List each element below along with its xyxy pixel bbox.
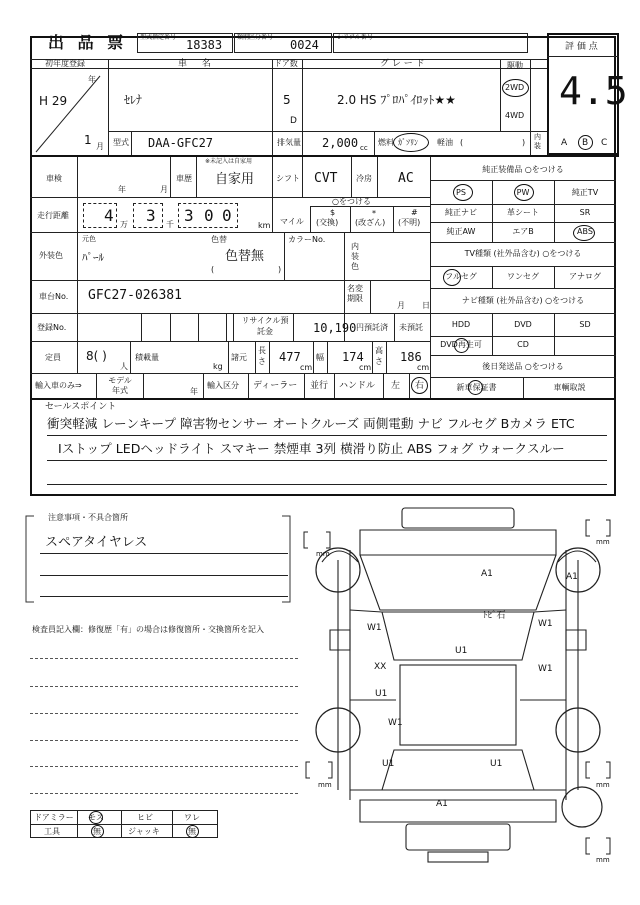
damage-mark: A1	[481, 569, 493, 579]
model-year-unit: 年	[190, 387, 198, 396]
grade-value: 2.0 HS ﾌﾟﾛﾊﾟｲﾛｯﾄ★★	[337, 93, 456, 107]
navi-dvd-playback: DVD再生可	[440, 340, 482, 349]
notes-label: 注意事項・不具合箇所	[48, 513, 128, 522]
damage-mark: U1	[490, 759, 503, 769]
shaken-month-unit: 月	[160, 185, 168, 194]
fuel-light-oil: 軽油	[437, 138, 453, 147]
history-value: 自家用	[215, 172, 255, 187]
mm-label-5: mm	[596, 856, 610, 864]
fuel-paren-left: (	[460, 138, 464, 147]
import-class-label: 輸入区分	[207, 381, 239, 390]
tv-oneseg: ワンセグ	[507, 272, 539, 281]
height-label: 高さ	[375, 346, 383, 366]
load-unit: kg	[213, 362, 223, 371]
cooling-label: 冷房	[356, 174, 372, 183]
interior-color-label: 内装色	[351, 242, 359, 271]
shaken-label: 車検	[46, 174, 62, 183]
navi-hdd: HDD	[451, 320, 471, 329]
mirror-label: ドアミラー	[34, 813, 74, 822]
repaint-label: 色替	[211, 235, 227, 244]
mileage-man-unit: 万	[120, 220, 128, 229]
type-number-value: 18383	[186, 38, 223, 52]
mm-label-4: mm	[596, 781, 610, 789]
original-color-label: 元色	[82, 235, 96, 243]
name-change-label: 名変期限	[347, 284, 363, 303]
notes-line-1: スペアタイヤレス	[45, 535, 148, 550]
height-value: 186	[400, 350, 422, 364]
displacement-label: 排気量	[277, 138, 301, 147]
mileage-digit-1: 4	[104, 206, 114, 225]
sales-points-line-2: Iストップ LEDヘッドライト スマキー 禁煙車 3列 横滑り防止 ABS フォグ ウォークスルー	[58, 441, 565, 456]
mileage-digit-3: 3	[184, 206, 194, 225]
interior-c: C	[601, 138, 608, 148]
sales-points-line-1: 衝突軽減 レーンキープ 障害物センサー オートクルーズ 両側電動 ナビ フルセグ Bカメラ ETC	[47, 416, 575, 431]
odometer-unknown: (不明)	[398, 218, 421, 227]
damage-mark: W1	[367, 623, 382, 633]
damage-mark: W1	[538, 664, 553, 674]
tool-label: 工具	[44, 827, 60, 836]
tv-fullseg: フルセグ	[445, 272, 477, 281]
sales-points-label: セールスポイント	[45, 402, 117, 412]
inspector-label: 検査員記入欄：修復歴「有」の場合は修復箇所・交換箇所を記入	[32, 625, 264, 634]
odometer-tamper: (改ざん)	[355, 218, 386, 227]
model-year-label: モデル年式	[108, 376, 132, 395]
navi-dvd: DVD	[514, 320, 532, 329]
break-label: ワレ	[184, 813, 200, 822]
mileage-label: 走行距離	[37, 211, 69, 220]
door-type: D	[290, 116, 297, 126]
car-name-value: ｾﾚﾅ	[124, 93, 143, 107]
damage-mark: U1	[455, 646, 468, 656]
length-value: 477	[279, 350, 301, 364]
capacity-label: 定員	[45, 353, 61, 362]
history-label: 車歴	[176, 174, 192, 183]
genuine-equipment-head: 純正装備品 ○をつける	[482, 165, 564, 174]
model-label: 型式	[113, 138, 129, 147]
original-color-value: ﾊﾟｰﾙ	[82, 251, 104, 264]
equip-pw: PW	[516, 188, 530, 197]
score-value: 4.5	[559, 69, 628, 113]
dimensions-label: 諸元	[231, 353, 247, 362]
import-label: 輸入車のみ⇒	[35, 381, 82, 390]
later-warranty: 新車保証書	[456, 383, 497, 392]
model-value: DAA-GFC27	[148, 136, 214, 150]
width-value: 174	[342, 350, 364, 364]
equip-airbag: エアB	[512, 227, 534, 236]
color-number-label: カラーNo.	[288, 235, 326, 244]
damage-mark: U1	[375, 689, 388, 699]
category-number-label: 類別区分番号	[237, 34, 274, 41]
repaint-value: 色替無	[225, 249, 265, 264]
navi-sd: SD	[579, 320, 591, 329]
odometer-exchange: (交換)	[316, 218, 339, 227]
fuel-label: 燃料	[378, 138, 394, 147]
mm-label-2: mm	[596, 538, 610, 546]
odometer-dollar: $	[330, 208, 336, 217]
mileage-digit-4: 0	[204, 206, 214, 225]
grade-label: グ レ ー ド	[380, 59, 425, 69]
history-note: ※未記入は自家用	[205, 158, 253, 165]
type-number-label: 型式指定番号	[140, 34, 177, 41]
displacement-unit: cc	[360, 144, 368, 152]
recycle-label: リサイクル預託金	[241, 316, 289, 336]
tv-type-head: TV種類 (社外品含む) ○をつける	[464, 249, 582, 258]
name-change-day: 日	[422, 301, 430, 310]
cooling-value: AC	[398, 171, 414, 186]
mileage-digit-2: 3	[146, 206, 156, 225]
name-change-month: 月	[397, 301, 405, 310]
equip-genuine-aw: 純正AW	[446, 227, 476, 236]
tv-analog: アナログ	[569, 272, 601, 281]
shift-value: CVT	[314, 171, 338, 186]
first-reg-month: 1	[84, 133, 92, 147]
damage-mark: U1	[382, 759, 395, 769]
mileage-km-unit: km	[258, 221, 271, 230]
length-unit: cm	[300, 363, 313, 372]
odometer-hash: #	[411, 208, 418, 217]
category-number-value: 0024	[290, 38, 319, 52]
drive-label: 駆動	[507, 61, 523, 70]
drive-2wd: 2WD	[505, 83, 525, 92]
fuel-gasoline: ｶﾞｿﾘﾝ	[398, 138, 418, 147]
registration-label: 登録No.	[37, 323, 67, 332]
recycle-not-deposited: 未預託	[399, 323, 423, 332]
car-name-label: 車 名	[178, 59, 217, 69]
chassis-value: GFC27-026381	[88, 288, 182, 303]
handle-label: ハンドル	[339, 381, 376, 391]
load-label: 積載量	[135, 353, 159, 362]
damage-mark: XX	[374, 662, 387, 672]
fuel-paren-right: )	[522, 138, 526, 147]
first-reg-label: 初年度登録	[45, 59, 85, 68]
shaken-year-unit: 年	[118, 185, 126, 194]
length-label: 長さ	[258, 346, 266, 366]
mm-label-1: mm	[316, 550, 330, 558]
damage-mark: W1	[538, 619, 553, 629]
damage-mark: ﾄﾋﾞ石	[483, 611, 506, 621]
mm-label-3: mm	[318, 781, 332, 789]
drive-4wd: 4WD	[505, 111, 525, 120]
damage-mark: A1	[436, 799, 448, 809]
height-unit: cm	[417, 363, 430, 372]
recycle-deposited: 円預託済	[356, 323, 388, 332]
interior-b: B	[582, 138, 589, 148]
navi-type-head: ナビ種類 (社外品含む) ○をつける	[461, 296, 585, 305]
displacement-value: 2,000	[322, 136, 359, 150]
form-title: 出 品 票	[48, 33, 128, 52]
serial-number-label: シリアル番号	[337, 34, 373, 41]
odometer-star: *	[372, 209, 376, 218]
handle-right: 右	[415, 381, 425, 391]
import-dealer: ディーラー	[253, 381, 298, 391]
interior-label: 内装	[534, 133, 541, 150]
mirror-value: モス	[88, 813, 104, 822]
equip-abs: ABS	[577, 227, 593, 236]
import-parallel: 並行	[310, 381, 329, 391]
equip-ps: PS	[456, 188, 466, 197]
crack-label: ヒビ	[137, 813, 153, 822]
jack-label: ジャッキ	[128, 827, 160, 836]
capacity-unit: 人	[120, 362, 128, 371]
odometer-circle-head: ○をつける	[332, 197, 371, 206]
car-diagram	[300, 500, 620, 880]
notes-bracket	[20, 510, 300, 610]
recycle-value: 10,190	[313, 321, 357, 335]
equip-sunroof: SR	[579, 208, 591, 217]
later-shipment-head: 後日発送品 ○をつける	[482, 362, 564, 371]
exterior-color-label: 外装色	[39, 251, 63, 260]
width-label: 幅	[316, 353, 324, 362]
chassis-label: 車台No.	[39, 292, 69, 301]
shift-label: シフト	[276, 174, 300, 183]
doors-value: 5	[283, 93, 291, 107]
interior-a: A	[561, 138, 568, 148]
damage-mark: A1	[566, 572, 578, 582]
first-reg-era: H 29	[39, 94, 68, 108]
jack-value: 無	[188, 827, 196, 836]
repaint-paren-left: (	[211, 265, 215, 274]
later-manual: 車輌取説	[553, 383, 586, 392]
doors-label: ドア数	[274, 59, 298, 68]
mileage-mile-unit: マイル	[280, 217, 304, 226]
equip-leather-seat: 革シート	[507, 208, 539, 217]
handle-left: 左	[391, 381, 401, 391]
mileage-digit-5: 0	[222, 206, 232, 225]
navi-cd: CD	[517, 340, 529, 349]
equip-genuine-navi: 純正ナビ	[445, 208, 477, 217]
tool-value: 無	[93, 827, 101, 836]
repaint-paren-right: )	[278, 265, 282, 274]
equip-genuine-tv: 純正TV	[571, 188, 599, 197]
year-unit: 年	[88, 75, 96, 84]
width-unit: cm	[359, 363, 372, 372]
mileage-sen-unit: 千	[166, 220, 174, 229]
capacity-value: 8( )	[86, 349, 107, 363]
damage-mark: W1	[388, 718, 403, 728]
score-label: 評 価 点	[565, 42, 598, 52]
month-unit: 月	[96, 142, 104, 151]
